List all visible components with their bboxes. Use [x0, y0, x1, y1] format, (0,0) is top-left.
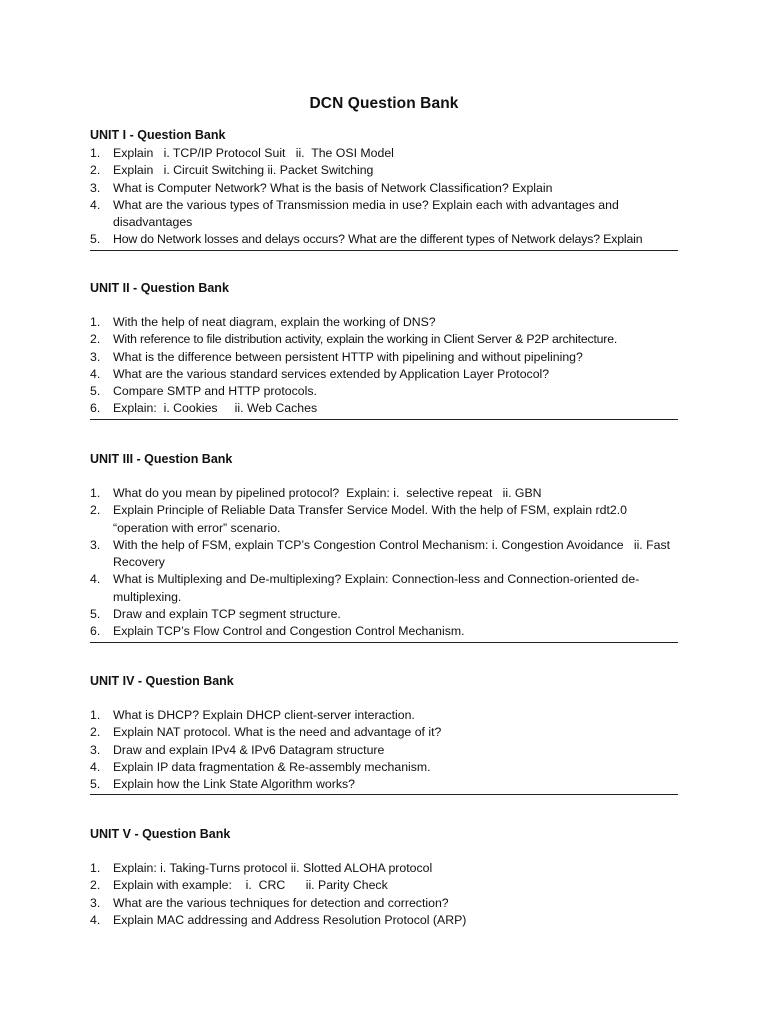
question-number: 5. — [90, 232, 101, 247]
question-text: What are the various types of Transmission media in use? Explain each with advantages and disadvantages — [113, 197, 619, 230]
question-text: What is DHCP? Explain DHCP client-server interaction. — [113, 708, 415, 722]
unit-5-heading: UNIT V - Question Bank — [90, 827, 231, 841]
question-number: 4. — [90, 366, 101, 381]
list-item — [90, 537, 678, 572]
section-divider — [90, 250, 678, 251]
question-text: With the help of neat diagram, explain the working of DNS? — [113, 315, 436, 329]
question-number: 6. — [90, 401, 101, 416]
question-text: What are the various techniques for detection and correction? — [113, 895, 449, 910]
list-item — [90, 349, 678, 366]
question-number: 3. — [90, 895, 101, 910]
list-item — [90, 485, 678, 502]
question-number: 4. — [90, 759, 101, 774]
list-item — [90, 145, 678, 162]
question-number: 2. — [90, 725, 101, 740]
list-item — [90, 231, 678, 248]
unit-4-section — [90, 673, 678, 795]
question-text: What are the various standard services extended by Application Layer Protocol? — [113, 366, 550, 381]
unit-1-question-list — [90, 145, 678, 249]
question-text: Draw and explain IPv4 & IPv6 Datagram structure — [113, 742, 385, 757]
unit-2-section — [90, 280, 678, 420]
list-item — [90, 724, 678, 741]
question-text: Explain: i. Taking-Turns protocol ii. Slotted ALOHA protocol — [113, 861, 433, 875]
list-item — [90, 606, 678, 623]
list-item — [90, 759, 678, 776]
question-text: With reference to file distribution activity, explain the working in Client Server & P2P architecture. — [113, 332, 618, 347]
question-number: 1. — [90, 861, 101, 875]
section-divider — [90, 794, 678, 795]
question-number: 2. — [90, 332, 101, 347]
list-item — [90, 860, 678, 877]
question-number: 4. — [90, 197, 101, 212]
list-item — [90, 571, 678, 606]
list-item — [90, 314, 678, 331]
list-item — [90, 877, 678, 894]
unit-3-heading: UNIT III - Question Bank — [90, 452, 233, 466]
question-number: 1. — [90, 708, 101, 722]
section-divider — [90, 642, 678, 643]
question-text: What is Multiplexing and De-multiplexing? Explain: Connection-less and Connection-oriented de-multiplexing. — [113, 572, 640, 604]
list-item — [90, 912, 678, 929]
list-item — [90, 180, 678, 197]
question-number: 2. — [90, 163, 101, 178]
question-text: Explain: i. Cookies ii. Web Caches — [113, 401, 318, 416]
unit-3-section — [90, 451, 678, 643]
list-item — [90, 383, 678, 400]
list-item — [90, 707, 678, 724]
unit-2-question-list — [90, 314, 678, 418]
question-text: Explain MAC addressing and Address Resolution Protocol (ARP) — [113, 912, 467, 927]
question-text: How do Network losses and delays occurs? What are the different types of Network delays? Explain — [113, 232, 643, 247]
question-number: 3. — [90, 742, 101, 757]
list-item — [90, 776, 678, 793]
list-item — [90, 162, 678, 179]
unit-5-section — [90, 826, 678, 929]
list-item — [90, 623, 678, 640]
list-item — [90, 742, 678, 759]
question-number: 6. — [90, 624, 101, 639]
unit-3-question-list — [90, 485, 678, 641]
question-text: Explain i. TCP/IP Protocol Suit ii. The OSI Model — [113, 146, 394, 160]
question-number: 5. — [90, 384, 101, 399]
question-number: 5. — [90, 607, 101, 622]
list-item — [90, 895, 678, 912]
question-number: 1. — [90, 146, 101, 160]
unit-5-question-list — [90, 860, 678, 929]
list-item — [90, 331, 678, 348]
question-text: What is Computer Network? What is the basis of Network Classification? Explain — [113, 180, 553, 195]
question-number: 1. — [90, 486, 101, 500]
question-text: Explain i. Circuit Switching ii. Packet Switching — [113, 163, 374, 178]
question-number: 4. — [90, 572, 101, 587]
question-text: Compare SMTP and HTTP protocols. — [113, 384, 317, 399]
unit-4-heading: UNIT IV - Question Bank — [90, 674, 234, 688]
question-text: What is the difference between persistent HTTP with pipelining and without pipelining? — [113, 349, 583, 364]
question-number: 2. — [90, 503, 101, 518]
question-number: 2. — [90, 878, 101, 893]
unit-4-question-list — [90, 707, 678, 793]
unit-1-heading: UNIT I - Question Bank — [90, 128, 226, 142]
question-number: 1. — [90, 315, 101, 329]
document-title: DCN Question Bank — [309, 95, 459, 112]
question-text: With the help of FSM, explain TCP’s Congestion Control Mechanism: i. Congestion Avoidance ii. Fast Recovery — [113, 537, 674, 570]
list-item — [90, 366, 678, 383]
question-number: 3. — [90, 180, 101, 195]
question-number: 5. — [90, 777, 101, 792]
question-text: Explain how the Link State Algorithm works? — [113, 777, 355, 792]
question-number: 3. — [90, 349, 101, 364]
question-text: Explain IP data fragmentation & Re-assembly mechanism. — [113, 759, 431, 774]
question-number: 4. — [90, 912, 101, 927]
unit-1-section — [90, 127, 678, 251]
list-item — [90, 197, 678, 232]
question-text: Draw and explain TCP segment structure. — [113, 607, 341, 622]
question-number: 3. — [90, 537, 101, 552]
unit-2-heading: UNIT II - Question Bank — [90, 281, 229, 295]
question-text: Explain TCP’s Flow Control and Congestion Control Mechanism. — [113, 624, 465, 639]
question-text: Explain NAT protocol. What is the need and advantage of it? — [113, 725, 442, 740]
list-item — [90, 502, 678, 537]
section-divider — [90, 419, 678, 420]
question-text: What do you mean by pipelined protocol? Explain: i. selective repeat ii. GBN — [113, 486, 542, 500]
question-text: Explain with example: i. CRC ii. Parity Check — [113, 878, 388, 893]
list-item — [90, 400, 678, 417]
question-text: Explain Principle of Reliable Data Transfer Service Model. With the help of FSM, explain rdt2.0 “operation with error” scenario. — [113, 503, 627, 535]
